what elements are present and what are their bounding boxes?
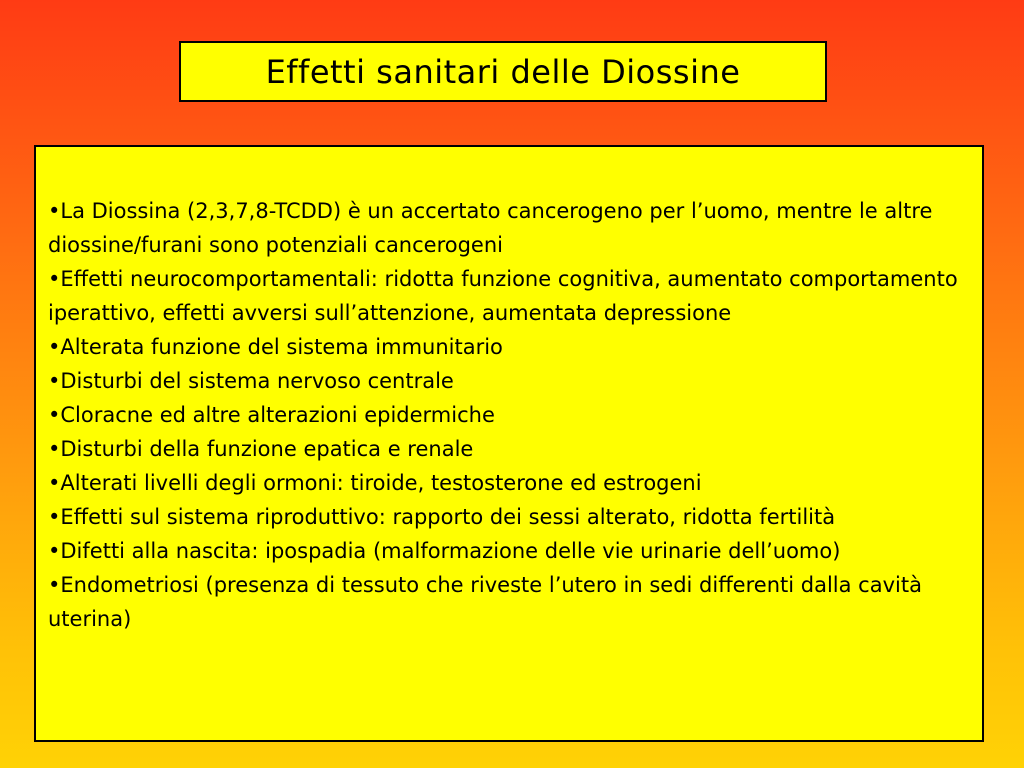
bullet-dot-icon: • <box>48 335 61 359</box>
bullet-text: La Diossina (2,3,7,8-TCDD) è un accertato cancerogeno per l’uomo, mentre le altre diossine/furani sono potenziali cancerogeni <box>48 199 933 257</box>
content-box <box>34 145 984 742</box>
bullet-item <box>48 466 972 500</box>
bullet-text: Effetti neurocomportamentali: ridotta funzione cognitiva, aumentato comportamento iperattivo, effetti avversi sull’attenzione, aumentata depressione <box>48 267 958 325</box>
title-box <box>179 41 827 102</box>
bullet-dot-icon: • <box>48 437 61 461</box>
bullet-item <box>48 398 972 432</box>
bullet-item <box>48 568 972 636</box>
bullet-text: Endometriosi (presenza di tessuto che riveste l’utero in sedi differenti dalla cavità uterina) <box>48 573 922 631</box>
bullet-list <box>48 194 972 636</box>
bullet-dot-icon: • <box>48 539 61 563</box>
bullet-dot-icon: • <box>48 369 61 393</box>
bullet-dot-icon: • <box>48 267 61 291</box>
bullet-dot-icon: • <box>48 505 61 529</box>
bullet-item <box>48 432 972 466</box>
bullet-text: Alterati livelli degli ormoni: tiroide, testosterone ed estrogeni <box>60 471 702 495</box>
bullet-text: Disturbi del sistema nervoso centrale <box>60 369 454 393</box>
bullet-item <box>48 534 972 568</box>
bullet-text: Alterata funzione del sistema immunitario <box>60 335 503 359</box>
bullet-dot-icon: • <box>48 199 61 223</box>
bullet-item <box>48 500 972 534</box>
bullet-dot-icon: • <box>48 403 61 427</box>
bullet-item <box>48 330 972 364</box>
bullet-text: Difetti alla nascita: ipospadia (malformazione delle vie urinarie dell’uomo) <box>60 539 841 563</box>
bullet-item <box>48 262 972 330</box>
bullet-dot-icon: • <box>48 471 61 495</box>
bullet-text: Effetti sul sistema riproduttivo: rapporto dei sessi alterato, ridotta fertilità <box>60 505 836 529</box>
bullet-item <box>48 194 972 262</box>
bullet-text: Cloracne ed altre alterazioni epidermiche <box>60 403 495 427</box>
bullet-dot-icon: • <box>48 573 61 597</box>
bullet-item <box>48 364 972 398</box>
slide-title: Effetti sanitari delle Diossine <box>265 52 741 91</box>
bullet-text: Disturbi della funzione epatica e renale <box>60 437 474 461</box>
